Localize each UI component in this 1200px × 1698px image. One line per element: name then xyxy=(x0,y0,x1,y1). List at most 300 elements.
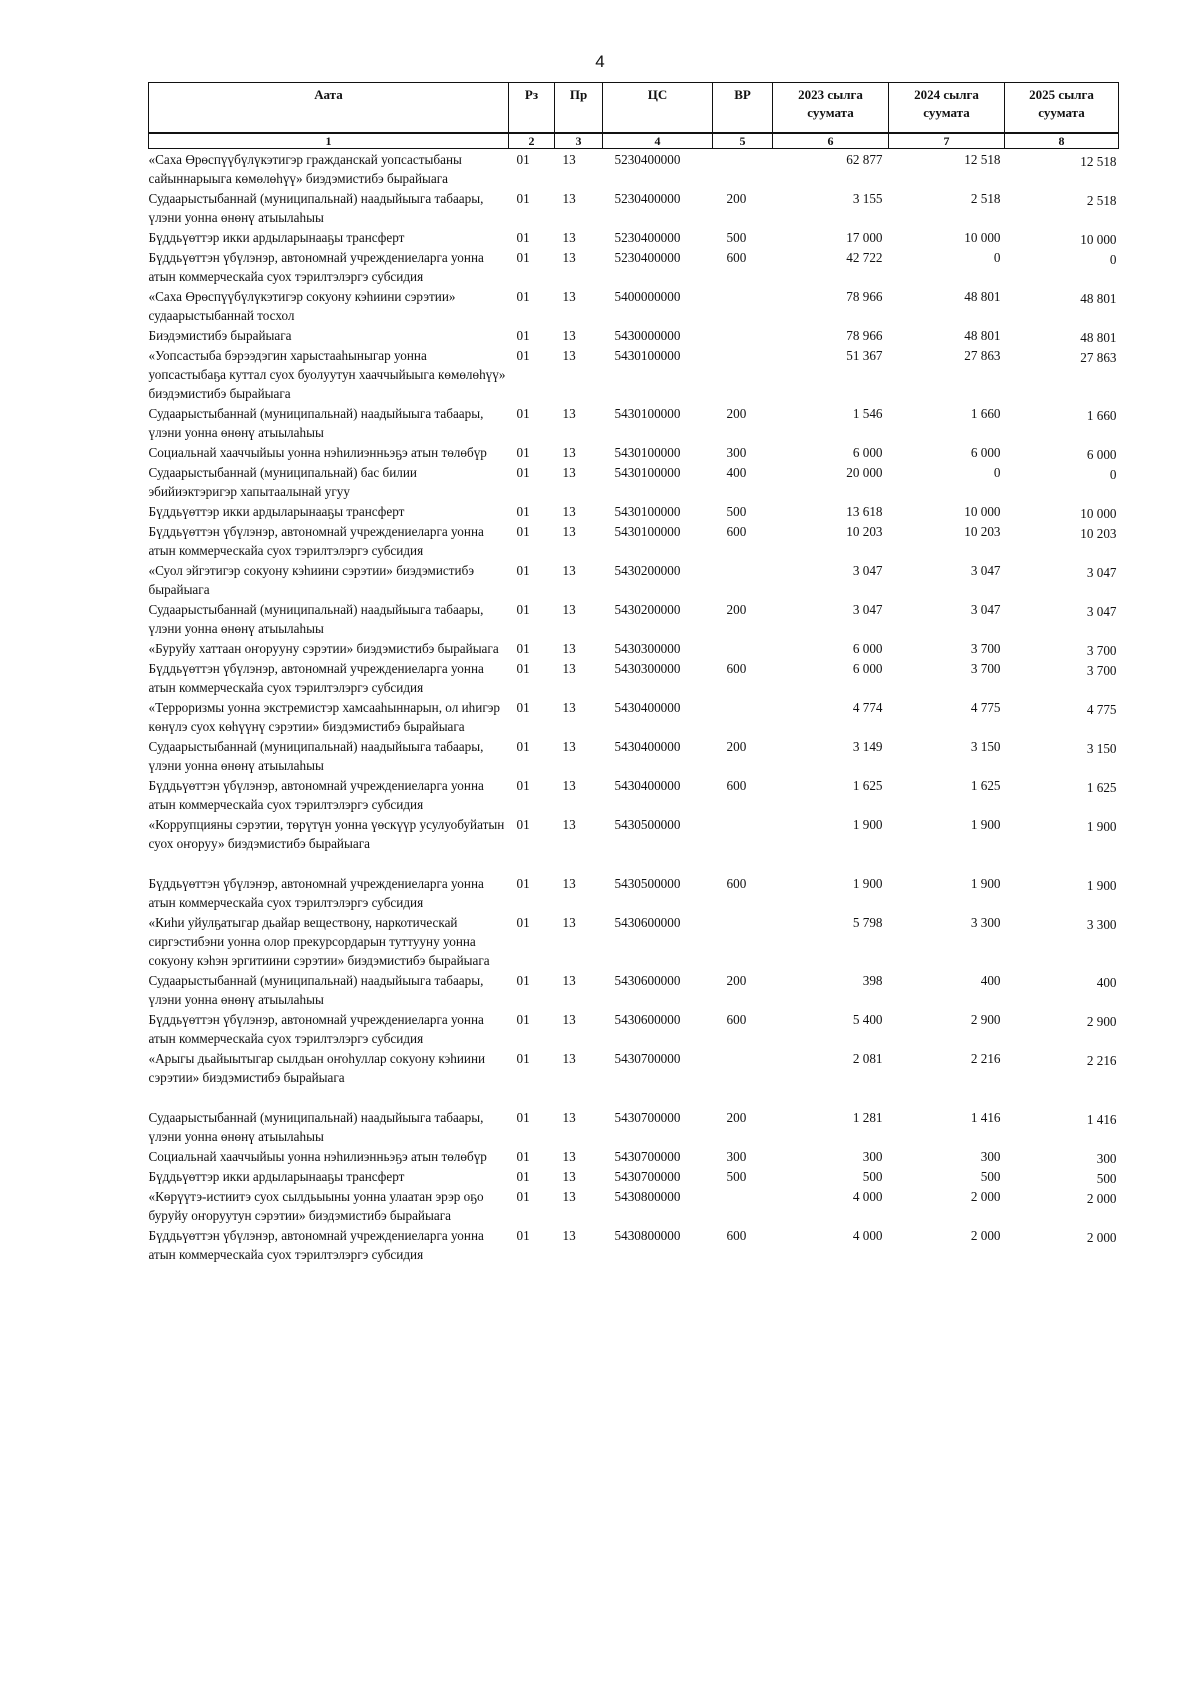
row-name-cell: Судаарыстыбаннай (муниципальнай) наадыйыыга табаары, үлэни уонна өнөнү атыылаһыы xyxy=(148,973,484,1007)
row-pr-cell: 13 xyxy=(562,563,576,578)
row-amount-2025-value: 3 047 xyxy=(1086,565,1117,580)
header-year-2025-line2: суумата xyxy=(1038,105,1085,120)
header-year-2024-line2: суумата xyxy=(923,105,970,120)
row-amount-2023-cell: 4 774 xyxy=(852,700,883,715)
row-vr-cell: 200 xyxy=(726,602,747,617)
row-amount-2023-cell: 62 877 xyxy=(846,152,883,167)
row-pr-cell: 13 xyxy=(562,524,576,539)
row-amount-2025-value: 1 660 xyxy=(1086,408,1117,423)
table-row xyxy=(149,1107,1119,1146)
column-number: 8 xyxy=(1005,133,1119,149)
row-amount-2024-cell: 10 000 xyxy=(964,230,1001,245)
row-amount-2023-cell: 1 546 xyxy=(852,406,883,421)
row-amount-2024-cell: 10 203 xyxy=(964,524,1001,539)
row-rz-cell: 01 xyxy=(516,876,530,891)
row-cs-cell: 5430700000 xyxy=(614,1110,681,1125)
row-pr-cell: 13 xyxy=(562,1051,576,1066)
row-name-cell: Судаарыстыбаннай (муниципальнай) наадыйыыга табаары, үлэни уонна өнөнү атыылаһыы xyxy=(148,1110,484,1144)
row-rz-cell: 01 xyxy=(516,289,530,304)
row-amount-2025-value: 2 000 xyxy=(1086,1191,1117,1206)
row-amount-2023-cell: 3 047 xyxy=(852,563,883,578)
table-row xyxy=(149,345,1119,403)
row-amount-2024-cell: 3 150 xyxy=(970,739,1001,754)
row-rz-cell: 01 xyxy=(516,973,530,988)
row-name-cell: Бүддьүөттэн үбүлэнэр, автономнай учреждениеларга уонна атын коммерческайа суох тэрилтэлэргэ субсидия xyxy=(148,1228,484,1262)
page-number: 4 xyxy=(595,52,605,71)
row-amount-2025-value: 10 203 xyxy=(1080,526,1117,541)
row-vr-cell: 200 xyxy=(726,973,747,988)
row-amount-2024-cell: 0 xyxy=(993,250,1001,265)
column-number: 1 xyxy=(149,133,509,149)
column-number: 5 xyxy=(713,133,773,149)
row-cs-cell: 5430800000 xyxy=(614,1228,681,1243)
row-amount-2025-cell xyxy=(1005,814,1119,873)
row-name-cell: «Терроризмы уонна экстремистэр хамсааһыннарын, ол иһигэр көнүлэ суох көһүүнү сэрэтии» биэдэмистибэ бырайыага xyxy=(148,700,500,734)
row-cs-cell: 5430100000 xyxy=(614,465,681,480)
row-amount-2023-cell: 6 000 xyxy=(852,445,883,460)
row-amount-2025-cell xyxy=(1005,521,1119,560)
row-amount-2025-value: 3 300 xyxy=(1086,917,1117,932)
row-amount-2025-cell xyxy=(1005,970,1119,1009)
row-vr-cell xyxy=(713,912,773,970)
row-cs-cell: 5430400000 xyxy=(614,778,681,793)
row-amount-2025-value: 500 xyxy=(1096,1171,1117,1186)
row-vr-cell xyxy=(713,1048,773,1107)
row-amount-2024-cell: 1 900 xyxy=(970,876,1001,891)
row-pr-cell: 13 xyxy=(562,1012,576,1027)
table-row xyxy=(149,658,1119,697)
row-name-cell: «Суол эйгэтигэр сокуону кэһиини сэрэтии» биэдэмистибэ бырайыага xyxy=(148,563,474,597)
table-row xyxy=(149,1186,1119,1225)
row-name-cell: «Арыгы дьайыытыгар сылдьан оҥоһуллар сокуону кэһиини сэрэтии» биэдэмистибэ бырайыага xyxy=(148,1051,486,1085)
table-row xyxy=(149,599,1119,638)
column-number-row xyxy=(149,133,1119,149)
row-rz-cell: 01 xyxy=(516,230,530,245)
row-amount-2025-cell xyxy=(1005,736,1119,775)
row-amount-2025-value: 3 047 xyxy=(1086,604,1117,619)
row-amount-2025-cell xyxy=(1005,697,1119,736)
row-rz-cell: 01 xyxy=(516,328,530,343)
row-amount-2023-cell: 10 203 xyxy=(846,524,883,539)
table-row xyxy=(149,560,1119,599)
row-name-cell: Бүддьүөттэн үбүлэнэр, автономнай учреждениеларга уонна атын коммерческайа суох тэрилтэлэргэ субсидия xyxy=(148,250,484,284)
row-amount-2023-cell: 300 xyxy=(862,1149,883,1164)
table-row xyxy=(149,697,1119,736)
row-amount-2025-value: 3 700 xyxy=(1086,643,1117,658)
row-amount-2025-value: 2 518 xyxy=(1086,193,1117,208)
row-vr-cell: 600 xyxy=(726,524,747,539)
row-vr-cell: 200 xyxy=(726,406,747,421)
row-pr-cell: 13 xyxy=(562,1189,576,1204)
row-pr-cell: 13 xyxy=(562,876,576,891)
row-amount-2025-value: 0 xyxy=(1109,467,1117,482)
row-cs-cell: 5230400000 xyxy=(614,250,681,265)
row-amount-2023-cell: 5 400 xyxy=(852,1012,883,1027)
table-row xyxy=(149,442,1119,462)
row-cs-cell: 5430100000 xyxy=(614,406,681,421)
row-amount-2024-cell: 6 000 xyxy=(970,445,1001,460)
row-amount-2023-cell: 3 047 xyxy=(852,602,883,617)
row-amount-2025-value: 1 900 xyxy=(1086,819,1117,834)
row-amount-2025-value: 1 900 xyxy=(1086,878,1117,893)
row-amount-2025-value: 48 801 xyxy=(1080,291,1117,306)
row-amount-2023-cell: 4 000 xyxy=(852,1228,883,1243)
row-name-cell: «Уопсастыба бэрээдэгин харыстааһыныгар уонна уопсастыбаҕа куттал суох буолуутун хааччыйыыга көмөлөһүү» биэдэмистибэ бырайыага xyxy=(148,348,506,401)
row-amount-2024-cell: 2 000 xyxy=(970,1228,1001,1243)
row-amount-2024-cell: 400 xyxy=(980,973,1001,988)
row-amount-2023-cell: 6 000 xyxy=(852,641,883,656)
row-amount-2025-cell xyxy=(1005,1146,1119,1166)
row-amount-2025-cell xyxy=(1005,1225,1119,1264)
row-cs-cell: 5230400000 xyxy=(614,191,681,206)
row-pr-cell: 13 xyxy=(562,1169,576,1184)
row-name-cell: Биэдэмистибэ бырайыага xyxy=(148,328,292,343)
table-header xyxy=(149,83,1119,149)
row-amount-2024-cell: 10 000 xyxy=(964,504,1001,519)
row-amount-2023-cell: 17 000 xyxy=(846,230,883,245)
row-rz-cell: 01 xyxy=(516,1189,530,1204)
table-row xyxy=(149,873,1119,912)
header-year-2023 xyxy=(773,83,889,134)
row-amount-2023-cell: 3 155 xyxy=(852,191,883,206)
row-vr-cell: 600 xyxy=(726,250,747,265)
row-rz-cell: 01 xyxy=(516,1110,530,1125)
row-amount-2025-value: 48 801 xyxy=(1080,330,1117,345)
row-amount-2025-value: 1 625 xyxy=(1086,780,1117,795)
row-pr-cell: 13 xyxy=(562,739,576,754)
row-amount-2025-cell xyxy=(1005,286,1119,325)
row-amount-2024-cell: 0 xyxy=(993,465,1001,480)
row-vr-cell xyxy=(713,1186,773,1225)
header-year-2024 xyxy=(889,83,1005,134)
row-amount-2024-cell: 300 xyxy=(980,1149,1001,1164)
row-pr-cell: 13 xyxy=(562,602,576,617)
row-amount-2024-cell: 2 900 xyxy=(970,1012,1001,1027)
row-amount-2025-cell xyxy=(1005,1166,1119,1186)
row-amount-2024-cell: 2 216 xyxy=(970,1051,1001,1066)
row-name-cell: Судаарыстыбаннай (муниципальнай) наадыйыыга табаары, үлэни уонна өнөнү атыылаһыы xyxy=(148,739,484,773)
row-rz-cell: 01 xyxy=(516,191,530,206)
row-name-cell: Бүддьүөттэн үбүлэнэр, автономнай учреждениеларга уонна атын коммерческайа суох тэрилтэлэргэ субсидия xyxy=(148,876,484,910)
row-amount-2025-cell xyxy=(1005,560,1119,599)
row-amount-2024-cell: 1 660 xyxy=(970,406,1001,421)
header-cs: ЦС xyxy=(603,83,713,134)
row-amount-2025-cell xyxy=(1005,227,1119,247)
header-year-2025-line1: 2025 сылга xyxy=(1029,87,1094,102)
row-amount-2023-cell: 500 xyxy=(862,1169,883,1184)
row-cs-cell: 5430100000 xyxy=(614,445,681,460)
table-row xyxy=(149,149,1119,189)
row-rz-cell: 01 xyxy=(516,1051,530,1066)
row-vr-cell: 500 xyxy=(726,1169,747,1184)
row-vr-cell xyxy=(713,560,773,599)
row-amount-2023-cell: 398 xyxy=(862,973,883,988)
header-year-2025 xyxy=(1005,83,1119,134)
row-rz-cell: 01 xyxy=(516,602,530,617)
row-amount-2024-cell: 3 047 xyxy=(970,563,1001,578)
row-name-cell: «Киһи уйулҕатыгар дьайар веществону, наркотическай сиргэстибэни уонна олор прекурсордарын туттууну уонна сокуону кэһэн эргитиини сэрэтии» биэдэмистибэ бырайыага xyxy=(148,915,490,968)
row-amount-2025-cell xyxy=(1005,638,1119,658)
row-amount-2025-cell xyxy=(1005,873,1119,912)
row-amount-2025-cell xyxy=(1005,775,1119,814)
row-name-cell: Бүддьүөттэр икки ардыларынааҕы трансферт xyxy=(148,504,405,519)
table-row xyxy=(149,638,1119,658)
row-amount-2025-cell xyxy=(1005,599,1119,638)
row-pr-cell: 13 xyxy=(562,445,576,460)
row-amount-2023-cell: 6 000 xyxy=(852,661,883,676)
row-amount-2023-cell: 5 798 xyxy=(852,915,883,930)
row-amount-2024-cell: 2 518 xyxy=(970,191,1001,206)
row-name-cell: «Саха Өрөспүүбүлүкэтигэр гражданскай уопсастыбаны сайыннарыыга көмөлөһүү» биэдэмистибэ бырайыага xyxy=(148,152,462,186)
table-row xyxy=(149,736,1119,775)
row-vr-cell: 600 xyxy=(726,1012,747,1027)
table-row xyxy=(149,775,1119,814)
row-amount-2025-value: 4 775 xyxy=(1086,702,1117,717)
row-cs-cell: 5430700000 xyxy=(614,1169,681,1184)
row-rz-cell: 01 xyxy=(516,915,530,930)
row-name-cell: Судаарыстыбаннай (муниципальнай) наадыйыыга табаары, үлэни уонна өнөнү атыылаһыы xyxy=(148,406,484,440)
row-vr-cell: 600 xyxy=(726,876,747,891)
table-row xyxy=(149,227,1119,247)
row-amount-2025-value: 1 416 xyxy=(1086,1112,1117,1127)
row-amount-2025-cell xyxy=(1005,1186,1119,1225)
row-vr-cell xyxy=(713,697,773,736)
row-amount-2025-value: 10 000 xyxy=(1080,232,1117,247)
row-amount-2023-cell: 4 000 xyxy=(852,1189,883,1204)
row-amount-2025-cell xyxy=(1005,149,1119,189)
row-amount-2023-cell: 42 722 xyxy=(846,250,883,265)
table-row xyxy=(149,1048,1119,1107)
row-cs-cell: 5430400000 xyxy=(614,700,681,715)
table-row xyxy=(149,286,1119,325)
row-amount-2025-cell xyxy=(1005,1107,1119,1146)
row-amount-2025-value: 27 863 xyxy=(1080,350,1117,365)
row-name-cell: Бүддьүөттэн үбүлэнэр, автономнай учреждениеларга уонна атын коммерческайа суох тэрилтэлэргэ субсидия xyxy=(148,1012,484,1046)
row-amount-2023-cell: 78 966 xyxy=(846,289,883,304)
row-amount-2023-cell: 1 281 xyxy=(852,1110,883,1125)
row-pr-cell: 13 xyxy=(562,1149,576,1164)
row-amount-2023-cell: 1 900 xyxy=(852,817,883,832)
row-cs-cell: 5230400000 xyxy=(614,230,681,245)
table-row xyxy=(149,325,1119,345)
row-cs-cell: 5430100000 xyxy=(614,524,681,539)
row-pr-cell: 13 xyxy=(562,328,576,343)
table-row xyxy=(149,814,1119,873)
row-amount-2023-cell: 1 900 xyxy=(852,876,883,891)
row-amount-2025-value: 3 150 xyxy=(1086,741,1117,756)
row-rz-cell: 01 xyxy=(516,445,530,460)
row-rz-cell: 01 xyxy=(516,778,530,793)
row-name-cell: Судаарыстыбаннай (муниципальнай) бас билии эбийиэктэригэр хапытаалынай угуу xyxy=(148,465,417,499)
row-name-cell: Судаарыстыбаннай (муниципальнай) наадыйыыга табаары, үлэни уонна өнөнү атыылаһыы xyxy=(148,191,484,225)
row-amount-2025-value: 2 900 xyxy=(1086,1014,1117,1029)
row-rz-cell: 01 xyxy=(516,1149,530,1164)
row-amount-2025-value: 3 700 xyxy=(1086,663,1117,678)
row-amount-2024-cell: 4 775 xyxy=(970,700,1001,715)
row-cs-cell: 5430600000 xyxy=(614,915,681,930)
row-amount-2023-cell: 13 618 xyxy=(846,504,883,519)
row-amount-2025-cell xyxy=(1005,325,1119,345)
row-amount-2025-value: 12 518 xyxy=(1080,154,1117,169)
row-amount-2024-cell: 12 518 xyxy=(964,152,1001,167)
row-cs-cell: 5430200000 xyxy=(614,563,681,578)
row-amount-2025-cell xyxy=(1005,1009,1119,1048)
row-amount-2025-cell xyxy=(1005,403,1119,442)
row-vr-cell: 500 xyxy=(726,504,747,519)
budget-table-sheet xyxy=(148,82,1118,1264)
row-rz-cell: 01 xyxy=(516,817,530,832)
row-pr-cell: 13 xyxy=(562,817,576,832)
row-vr-cell: 600 xyxy=(726,778,747,793)
row-rz-cell: 01 xyxy=(516,465,530,480)
header-vr: ВР xyxy=(713,83,773,134)
row-vr-cell xyxy=(713,149,773,189)
row-rz-cell: 01 xyxy=(516,504,530,519)
row-amount-2025-value: 6 000 xyxy=(1086,447,1117,462)
row-vr-cell: 400 xyxy=(726,465,747,480)
row-name-cell: «Коррупцияны сэрэтии, төрүтүн уонна үөскүүр усулуобуйатын суох оҥоруу» биэдэмистибэ бырайыага xyxy=(148,817,505,851)
row-amount-2025-cell xyxy=(1005,912,1119,970)
row-vr-cell xyxy=(713,638,773,658)
table-row xyxy=(149,403,1119,442)
row-amount-2025-cell xyxy=(1005,442,1119,462)
row-pr-cell: 13 xyxy=(562,1110,576,1125)
row-rz-cell: 01 xyxy=(516,739,530,754)
row-cs-cell: 5430300000 xyxy=(614,641,681,656)
row-amount-2025-cell xyxy=(1005,188,1119,227)
row-rz-cell: 01 xyxy=(516,406,530,421)
row-amount-2024-cell: 2 000 xyxy=(970,1189,1001,1204)
row-pr-cell: 13 xyxy=(562,661,576,676)
header-year-2024-line1: 2024 сылга xyxy=(914,87,979,102)
row-vr-cell: 600 xyxy=(726,661,747,676)
row-amount-2025-value: 0 xyxy=(1109,252,1117,267)
header-pr: Пр xyxy=(555,83,603,134)
row-cs-cell: 5430700000 xyxy=(614,1149,681,1164)
row-rz-cell: 01 xyxy=(516,250,530,265)
row-name-cell: «Буруйу хаттаан оҥорууну сэрэтии» биэдэмистибэ бырайыага xyxy=(148,641,499,656)
row-rz-cell: 01 xyxy=(516,1228,530,1243)
row-vr-cell xyxy=(713,814,773,873)
row-vr-cell: 300 xyxy=(726,1149,747,1164)
row-vr-cell xyxy=(713,345,773,403)
row-cs-cell: 5430600000 xyxy=(614,973,681,988)
row-amount-2023-cell: 51 367 xyxy=(846,348,883,363)
table-row xyxy=(149,501,1119,521)
row-cs-cell: 5430500000 xyxy=(614,876,681,891)
row-amount-2024-cell: 3 700 xyxy=(970,641,1001,656)
row-amount-2025-value: 10 000 xyxy=(1080,506,1117,521)
row-name-cell: Социальнай хааччыйыы уонна нэһилиэнньэҕэ атын төлөбүр xyxy=(148,445,487,460)
row-pr-cell: 13 xyxy=(562,1228,576,1243)
row-pr-cell: 13 xyxy=(562,348,576,363)
row-amount-2024-cell: 27 863 xyxy=(964,348,1001,363)
table-row xyxy=(149,521,1119,560)
row-rz-cell: 01 xyxy=(516,661,530,676)
row-cs-cell: 5430800000 xyxy=(614,1189,681,1204)
table-row xyxy=(149,912,1119,970)
row-amount-2025-value: 300 xyxy=(1096,1151,1117,1166)
table-row xyxy=(149,247,1119,286)
row-vr-cell xyxy=(713,286,773,325)
row-cs-cell: 5430700000 xyxy=(614,1051,681,1066)
row-name-cell: «Көрүүтэ-истиитэ суох сылдьыыны уонна улаатан эрэр оҕо буруйу оҥоруутун сэрэтии» биэдэмистибэ бырайыага xyxy=(148,1189,484,1223)
row-amount-2024-cell: 3 700 xyxy=(970,661,1001,676)
row-cs-cell: 5400000000 xyxy=(614,289,681,304)
row-rz-cell: 01 xyxy=(516,152,530,167)
table-row xyxy=(149,1225,1119,1264)
row-rz-cell: 01 xyxy=(516,524,530,539)
row-pr-cell: 13 xyxy=(562,700,576,715)
row-amount-2023-cell: 2 081 xyxy=(852,1051,883,1066)
row-cs-cell: 5430300000 xyxy=(614,661,681,676)
row-pr-cell: 13 xyxy=(562,250,576,265)
row-pr-cell: 13 xyxy=(562,641,576,656)
row-amount-2024-cell: 48 801 xyxy=(964,289,1001,304)
row-name-cell: Социальнай хааччыйыы уонна нэһилиэнньэҕэ атын төлөбүр xyxy=(148,1149,487,1164)
row-cs-cell: 5430100000 xyxy=(614,348,681,363)
row-name-cell: Бүддьүөттэн үбүлэнэр, автономнай учреждениеларга уонна атын коммерческайа суох тэрилтэлэргэ субсидия xyxy=(148,778,484,812)
row-pr-cell: 13 xyxy=(562,191,576,206)
header-rz: Рз xyxy=(509,83,555,134)
row-pr-cell: 13 xyxy=(562,406,576,421)
row-rz-cell: 01 xyxy=(516,1169,530,1184)
row-amount-2025-value: 400 xyxy=(1096,975,1117,990)
row-pr-cell: 13 xyxy=(562,465,576,480)
row-cs-cell: 5430200000 xyxy=(614,602,681,617)
table-body xyxy=(149,149,1119,1265)
row-rz-cell: 01 xyxy=(516,641,530,656)
row-amount-2024-cell: 48 801 xyxy=(964,328,1001,343)
row-amount-2023-cell: 78 966 xyxy=(846,328,883,343)
row-vr-cell: 200 xyxy=(726,1110,747,1125)
row-vr-cell: 500 xyxy=(726,230,747,245)
row-pr-cell: 13 xyxy=(562,289,576,304)
row-pr-cell: 13 xyxy=(562,973,576,988)
row-amount-2025-cell xyxy=(1005,1048,1119,1107)
row-name-cell: Бүддьүөттэр икки ардыларынааҕы трансферт xyxy=(148,230,405,245)
row-amount-2025-value: 2 000 xyxy=(1086,1230,1117,1245)
column-number: 6 xyxy=(773,133,889,149)
row-amount-2024-cell: 1 625 xyxy=(970,778,1001,793)
row-vr-cell: 600 xyxy=(726,1228,747,1243)
row-cs-cell: 5430100000 xyxy=(614,504,681,519)
row-amount-2024-cell: 500 xyxy=(980,1169,1001,1184)
row-pr-cell: 13 xyxy=(562,915,576,930)
row-amount-2024-cell: 3 047 xyxy=(970,602,1001,617)
row-name-cell: «Саха Өрөспүүбүлүкэтигэр сокуону кэһиини сэрэтии» судаарыстыбаннай тосхол xyxy=(148,289,456,323)
row-amount-2023-cell: 1 625 xyxy=(852,778,883,793)
row-vr-cell: 200 xyxy=(726,739,747,754)
row-pr-cell: 13 xyxy=(562,778,576,793)
row-name-cell: Судаарыстыбаннай (муниципальнай) наадыйыыга табаары, үлэни уонна өнөнү атыылаһыы xyxy=(148,602,484,636)
table-row xyxy=(149,1146,1119,1166)
row-name-cell: Бүддьүөттэн үбүлэнэр, автономнай учреждениеларга уонна атын коммерческайа суох тэрилтэлэргэ субсидия xyxy=(148,524,484,558)
row-vr-cell: 300 xyxy=(726,445,747,460)
table-row xyxy=(149,1009,1119,1048)
table-row xyxy=(149,970,1119,1009)
header-name: Аата xyxy=(149,83,509,134)
row-rz-cell: 01 xyxy=(516,348,530,363)
table-row xyxy=(149,188,1119,227)
table-row xyxy=(149,462,1119,501)
row-amount-2025-value: 2 216 xyxy=(1086,1053,1117,1068)
row-cs-cell: 5430500000 xyxy=(614,817,681,832)
row-amount-2025-cell xyxy=(1005,247,1119,286)
row-name-cell: Бүддьүөттэн үбүлэнэр, автономнай учреждениеларга уонна атын коммерческайа суох тэрилтэлэргэ субсидия xyxy=(148,661,484,695)
row-amount-2024-cell: 3 300 xyxy=(970,915,1001,930)
row-rz-cell: 01 xyxy=(516,563,530,578)
